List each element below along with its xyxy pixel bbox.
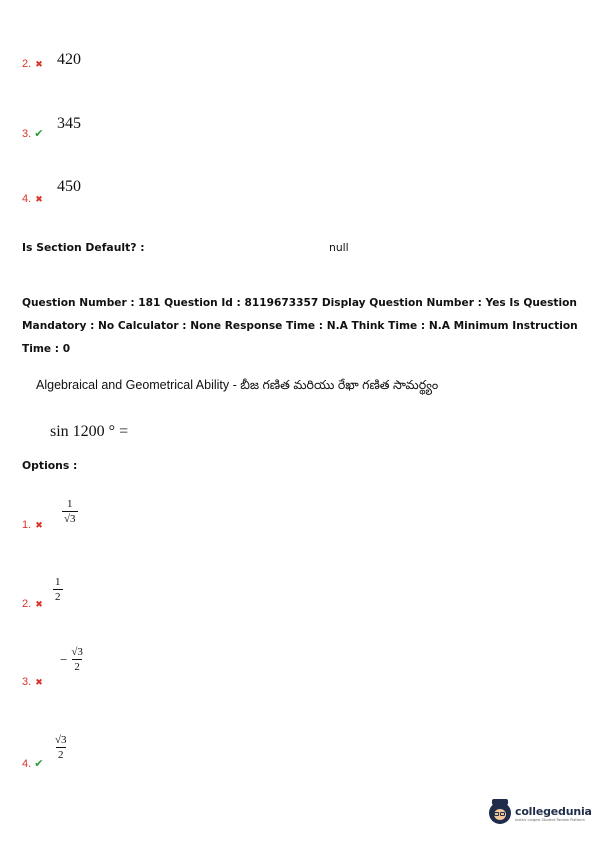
prev-option-3-value: 345 [57,115,81,132]
option-number: 4. [22,758,32,770]
wrong-mark-icon: ✖ [35,195,43,205]
mascot-icon [489,802,511,824]
fraction-denominator: 2 [74,661,80,674]
fraction-denominator: 2 [55,591,61,604]
option-1-value [62,492,78,525]
wrong-mark-icon: ✖ [35,600,43,610]
option-number: 2. [22,58,32,70]
fraction-denominator: 2 [58,749,64,762]
prev-option-2-value: 420 [57,51,81,68]
wrong-mark-icon: ✖ [35,60,43,70]
option-2 [22,592,43,611]
collegedunia-logo [489,802,592,824]
fraction [53,576,63,603]
option-4-value [53,728,69,761]
option-number: 3. [22,676,32,688]
option-number: 2. [22,598,32,610]
logo-tagline: India's Largest Student Review Platform [515,817,585,822]
fraction [53,734,69,761]
minus-sign: − [60,651,68,667]
question-text: sin 1200 ° = [50,423,129,440]
fraction-numerator: 1 [55,576,61,588]
section-default-label: Is Section Default? : [22,241,145,254]
fraction-denominator: √3 [64,513,76,526]
fraction [69,646,85,673]
option-4 [22,752,43,771]
fraction-numerator: √3 [55,734,67,746]
logo-name: collegedunia [515,804,592,818]
option-number: 1. [22,519,32,531]
option-number: 3. [22,128,32,140]
section-default-value: null [329,241,349,254]
question-meta: Question Number : 181 Question Id : 8119673357 Display Question Number : Yes Is Question Mandatory : No Calculator : None Response Time : N.A Think Time : N.A Minimum Instruction Time : 0 [22,297,578,355]
option-3-value [60,646,85,673]
prev-option-4-value: 450 [57,178,81,195]
fraction-numerator: 1 [67,498,73,510]
fraction [62,498,78,525]
question-subject: Algebraical and Geometrical Ability - బీజ గణిత మరియు రేఖా గణిత సామర్థ్యం [36,378,439,392]
fraction-numerator: √3 [71,646,83,658]
option-2-value [53,570,63,603]
wrong-mark-icon: ✖ [35,521,43,531]
options-label: Options : [22,459,78,472]
wrong-mark-icon: ✖ [35,678,43,688]
option-number: 4. [22,193,32,205]
prev-option-3 [22,122,43,141]
prev-option-2 [22,52,43,71]
option-1 [22,513,43,532]
check-mark-icon: ✔ [34,127,44,140]
option-3 [22,670,43,689]
prev-option-4 [22,187,43,206]
check-mark-icon: ✔ [34,757,44,770]
